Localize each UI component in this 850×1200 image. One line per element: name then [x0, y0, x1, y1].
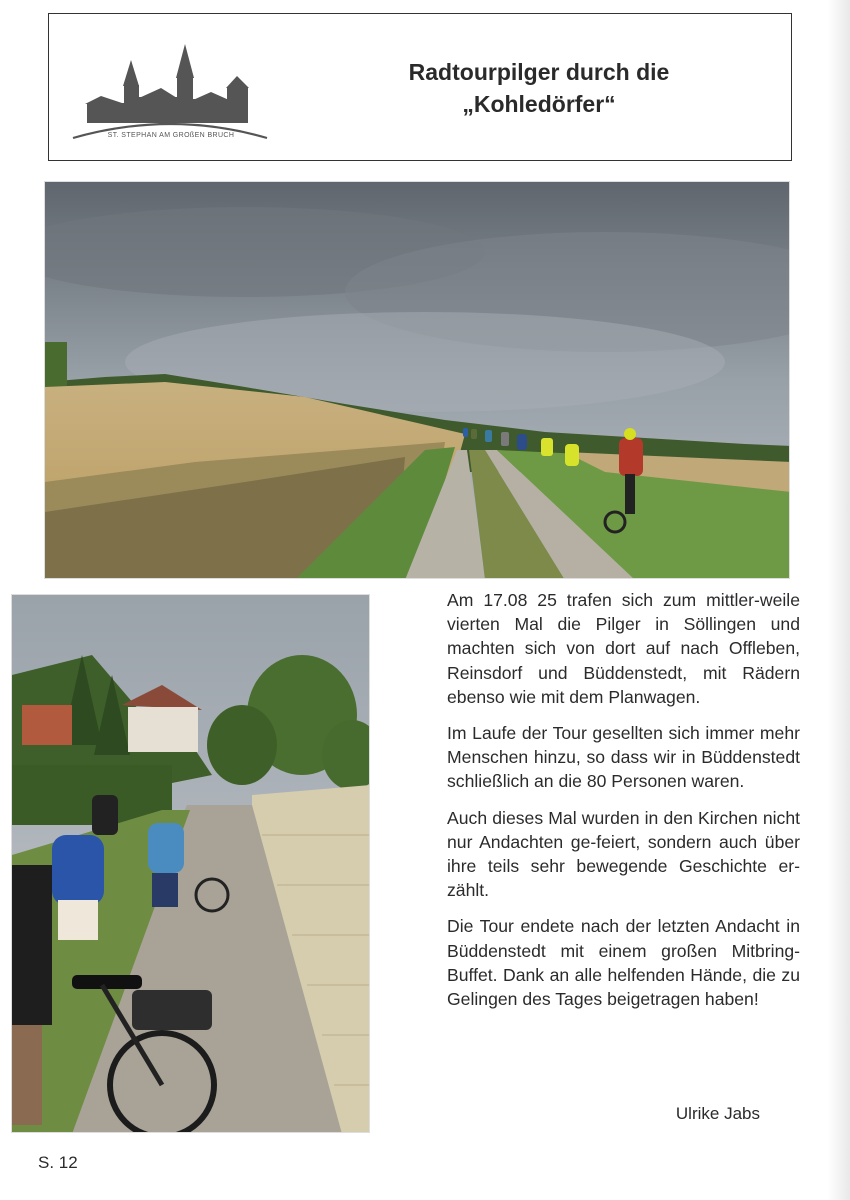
article-paragraph: Die Tour endete nach der letzten Andacht in Büddenstedt mit einem großen Mitbring-Buffet. Dank an alle helfenden Hände, die zu Gelingen des Tages beigetragen haben! — [447, 916, 800, 1010]
page-edge — [828, 0, 850, 1200]
church-logo — [71, 38, 271, 148]
logo-caption: ST. STEPHAN AM GROßEN BRUCH — [107, 132, 235, 139]
page-number: S. 12 — [38, 1153, 78, 1172]
article-paragraph: Auch dieses Mal wurden in den Kirchen nicht nur Andachten ge-feiert, sondern auch über ihre teils sehr bewegende Geschichte er-zählt. — [447, 807, 800, 901]
author-name: Ulrike Jabs — [675, 1104, 760, 1123]
header-box — [48, 13, 792, 161]
photo-cyclists-field-path — [44, 181, 790, 579]
photo-cyclists-village-path — [11, 594, 370, 1133]
title-line-1: Radtourpilger durch die — [408, 59, 670, 85]
page-title — [339, 56, 739, 120]
title-line-2: „Kohledörfer“ — [462, 91, 616, 117]
article-paragraph: Am 17.08 25 trafen sich zum mittler-weile vierten Mal die Pilger in Söllingen und machten sich von dort auf nach Offleben, Reinsdorf und Büddenstedt, mit Rädern ebenso wie mit dem Planwagen. — [447, 590, 800, 707]
article-paragraph: Im Laufe der Tour gesellten sich immer mehr Menschen hinzu, so dass wir in Büddenstedt schließlich an die 80 Personen waren. — [447, 723, 800, 792]
article-body — [447, 588, 800, 1023]
